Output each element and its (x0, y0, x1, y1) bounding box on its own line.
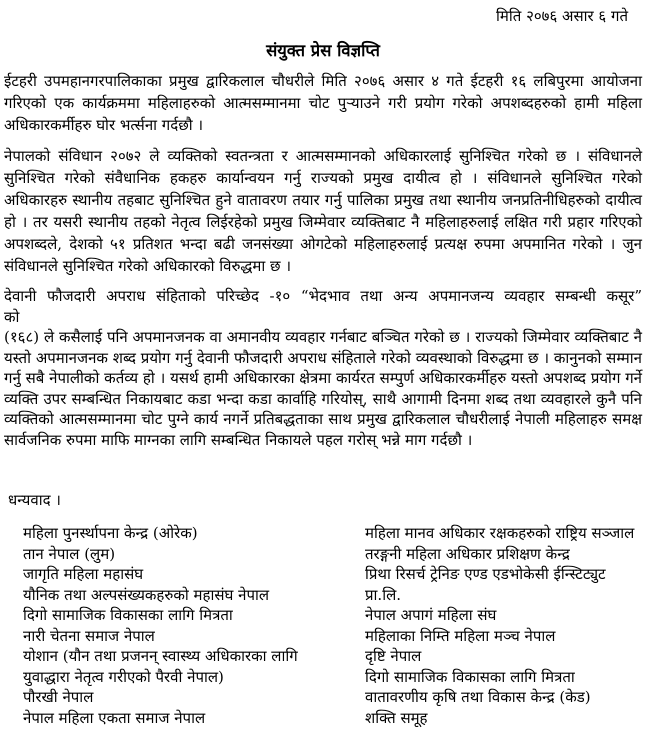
signatories-left-column (23, 523, 345, 728)
document-title: संयुक्त प्रेस विज्ञप्ति (266, 41, 380, 60)
signatory-item: दृष्टि नेपाल (365, 647, 422, 665)
signatory-item: दिगो सामाजिक विकासका लागि मित्रता (23, 606, 233, 624)
signatory-item: पौरखी नेपाल (23, 688, 94, 706)
date-line: मिति २०७६ असार ६ गते (496, 7, 628, 25)
signatory-item: तरङ्गनी महिला अधिकार प्रशिक्षण केन्द्र (365, 544, 570, 563)
signatory-item: शक्ति समूह (365, 708, 428, 727)
signatories-list (4, 523, 642, 728)
signatory-item: महिला पुनर्स्थापना केन्द्र (ओरेक) (23, 524, 198, 542)
signatory-item: दिगो सामाजिक विकासका लागि मित्रता (365, 667, 575, 686)
paragraph-criminal-code-line-1: देवानी फौजदारी अपराध संहिताको परिच्छेद -१० “भेदभाव तथा अन्य अपमानजन्य व्यवहार सम्बन्धी कसूर” (4, 287, 642, 305)
signatory-item: महिला मानव अधिकार रक्षकहरुको राष्ट्रिय सञ्जाल (365, 524, 635, 542)
paragraph-criminal-code (4, 286, 642, 450)
paragraph-criminal-code-body: (१६८) ले कसैलाई पनि अपमानजनक वा अमानवीय व्यवहार गर्नबाट बञ्चित गरेको छ । राज्यको जिम्मेवार व्यक्तिबाट नै यस्तो अपमानजनक शब्द प्रयोग गर्नु देवानी फौजदारी अपराध संहिताले गरेको व्यवस्थाको विरुद्धमा छ । कानुनको सम्मान गर्नु सबै नेपालीको कर्तव्य हो । यसर्थ हामी अधिकारका क्षेत्रमा कार्यरत सम्पुर्ण अधिकारकर्मीहरु यस्तो अपशब्द प्रयोग गर्ने व्यक्ति उपर सम्बन्धित निकायबाट कडा भन्दा कडा कार्वाहि गरियोस्, साथै आगामी दिनमा शब्द तथा व्यवहारले कुनै पनि व्यक्तिको आत्मसम्मानमा चोट पुग्ने कार्य नगर्ने प्रतिबद्धताका साथ प्रमुख द्वारिकलाल चौधरीलाई नेपाली महिलाहरु समक्ष सार्वजनिक रुपमा माफि माग्नका लागि सम्बन्धित निकायले पहल गरोस् भन्ने माग गर्दछौ । (4, 328, 642, 449)
thanks-line: धन्यवाद । (8, 491, 61, 509)
paragraph-condemnation: ईटहरी उपमहानगरपालिकाका प्रमुख द्वारिकलाल चौधरीले मिति २०७६ असार ४ गते ईटहरी १६ लबिपुरमा आयोजना गरिएको एक कार्यक्रममा महिलाहरुको आत्मसम्मानमा चोट पुऱ्याउने गरी प्रयोग गरेको अपशब्दहरुको हामी महिला अधिकारकर्मीहरु घोर भर्त्सना गर्दछौ । (4, 72, 642, 134)
signatory-item: योशान (यौन तथा प्रजनन् स्वास्थ्य अधिकारका लागि युवाद्धारा नेतृत्व गरीएको पैरवी नेपाल) (23, 647, 298, 686)
signatory-item: प्रिथा रिसर्च ट्रेनिङ एण्ड एडभोकेसी ईन्स्टिट्युट प्रा.लि. (365, 565, 606, 604)
signatories-right-column (365, 523, 637, 728)
signatory-item: यौनिक तथा अल्पसंख्यकहरुको महासंघ नेपाल (23, 585, 270, 604)
signatory-item: नेपाल अपागं महिला संघ (365, 606, 497, 624)
signatory-item: नेपाल महिला एकता समाज नेपाल (23, 708, 206, 727)
signatory-item: नारी चेतना समाज नेपाल (23, 626, 155, 645)
signatory-item: वातावरणीय कृषि तथा विकास केन्द्र (केड) (365, 688, 591, 706)
signatory-item: जागृति महिला महासंघ (23, 565, 144, 583)
signatory-item: तान नेपाल (लुम) (23, 544, 116, 563)
paragraph-criminal-code-line-2: को (4, 307, 20, 326)
paragraph-constitution: नेपालको संविधान २०७२ ले व्यक्तिको स्वतन्त्रता र आत्मसम्मानको अधिकारलाई सुनिश्चित गरेको छ । संविधानले सुनिश्चित गरेको संवैधानिक हकहरु कार्यान्वयन गर्नु राज्यको प्रमुख दायीत्व हो । संविधानले सुनिश्चित गरेको अधिकारहरु स्थानीय तहबाट सुनिश्चित हुने वातावरण तयार गर्नु पालिका प्रमुख तथा स्थानीय जनप्रतिनीधिहरुको दायीत्व हो । तर यसरी स्थानीय तहको नेतृत्व लिईरहेको प्रमुख जिम्मेवार व्यक्तिबाट नै महिलाहरुलाई लक्षित गरी प्रहार गरिएको अपशब्दले, देशको ५१ प्रतिशत भन्दा बढी जनसंख्या ओगटेको महिलाहरुलाई प्रत्यक्ष रुपमा अपमानित गरेको । जुन संविधानले सुनिश्चित गरेको अधिकारको विरुद्धमा छ । (4, 147, 642, 275)
signatory-item: महिलाका निम्ति महिला मञ्च नेपाल (365, 626, 556, 645)
